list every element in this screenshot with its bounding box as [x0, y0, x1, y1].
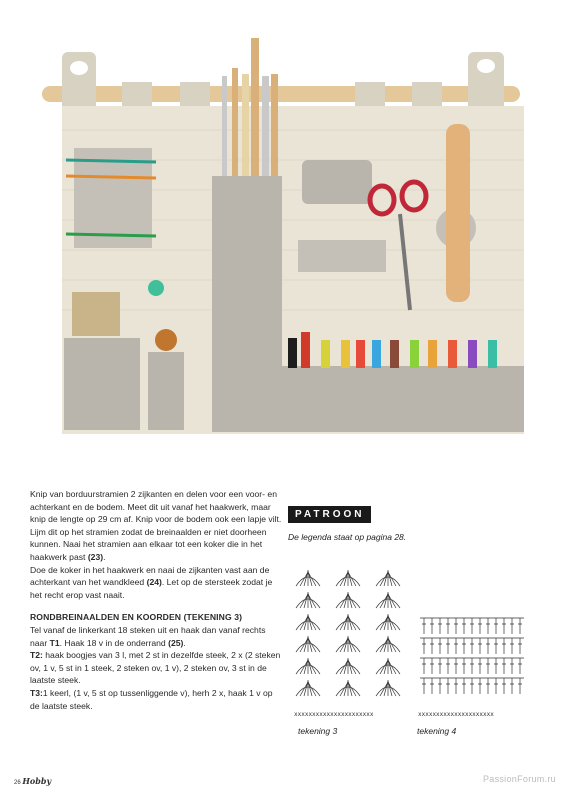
needle-sleeve: [212, 176, 282, 432]
hook-pocket-row: [282, 366, 524, 432]
paragraph-1: Knip van borduurstramien 2 zijkanten en delen voor een voor- en achterkant en de bodem. Meet dit uit vanaf het haakwerk, maar knip de lengte op 29 cm af. Knip voor de bodem ook een lapje vilt. Lijm dit op het stramien zodat de breinaalden er niet doorheen kunnen. Naai het stramien aan elkaar tot een koker die in het haakwerk past (23).: [30, 489, 282, 562]
caption-drawing-3: tekening 3: [298, 726, 338, 736]
caption-drawing-4: tekening 4: [417, 726, 457, 736]
instruction-text: [30, 488, 282, 712]
chart-drawing-3: [290, 566, 410, 720]
section-heading: RONDBREINAALDEN EN KOORDEN (TEKENING 3): [30, 612, 243, 623]
pincushion: [302, 160, 372, 204]
left-bottom-pocket: [64, 338, 140, 430]
paragraph-2: Doe de koker in het haakwerk en naai de zijkanten vast aan de achterkant van het wandkleed (24). Let op de stersteek zodat je het recht erop vast naait.: [30, 564, 273, 600]
small-pocket: [148, 352, 184, 430]
big-crochet-hook: [446, 124, 470, 302]
magazine-logo: Hobby: [22, 776, 52, 786]
svg-text:xxxxxxxxxxxxxxxxxxxxx: xxxxxxxxxxxxxxxxxxxxx: [418, 711, 494, 718]
page-footer: [14, 776, 51, 786]
chart-drawing-4: [416, 612, 528, 720]
patroon-label: PATROON: [288, 506, 371, 523]
svg-text:xxxxxxxxxxxxxxxxxxxxxx: xxxxxxxxxxxxxxxxxxxxxx: [294, 711, 374, 718]
page-number: 26: [14, 780, 21, 786]
legend-note: De legenda staat op pagina 28.: [288, 532, 407, 542]
paragraph-t2: T2: haak boogjes van 3 l, met 2 st in dezelfde steek, 2 x (2 steken ov, 1 v, 5 st in 1 steek, 2 steken ov, 1 v), 2 steken ov, 3 st in de laatste steek.: [30, 650, 281, 686]
wooden-rod: [42, 86, 520, 102]
watermark: PassionForum.ru: [482, 774, 556, 784]
paragraph-3: Tel vanaf de linkerkant 18 steken uit en haak dan vanaf rechts naar T1. Haak 18 v in de onderrand (25).: [30, 624, 266, 648]
paragraph-t3: T3:1 keerl, (1 v, 5 st op tussenliggende v), herh 2 x, haak 1 v op de laatste steek.: [30, 687, 273, 711]
